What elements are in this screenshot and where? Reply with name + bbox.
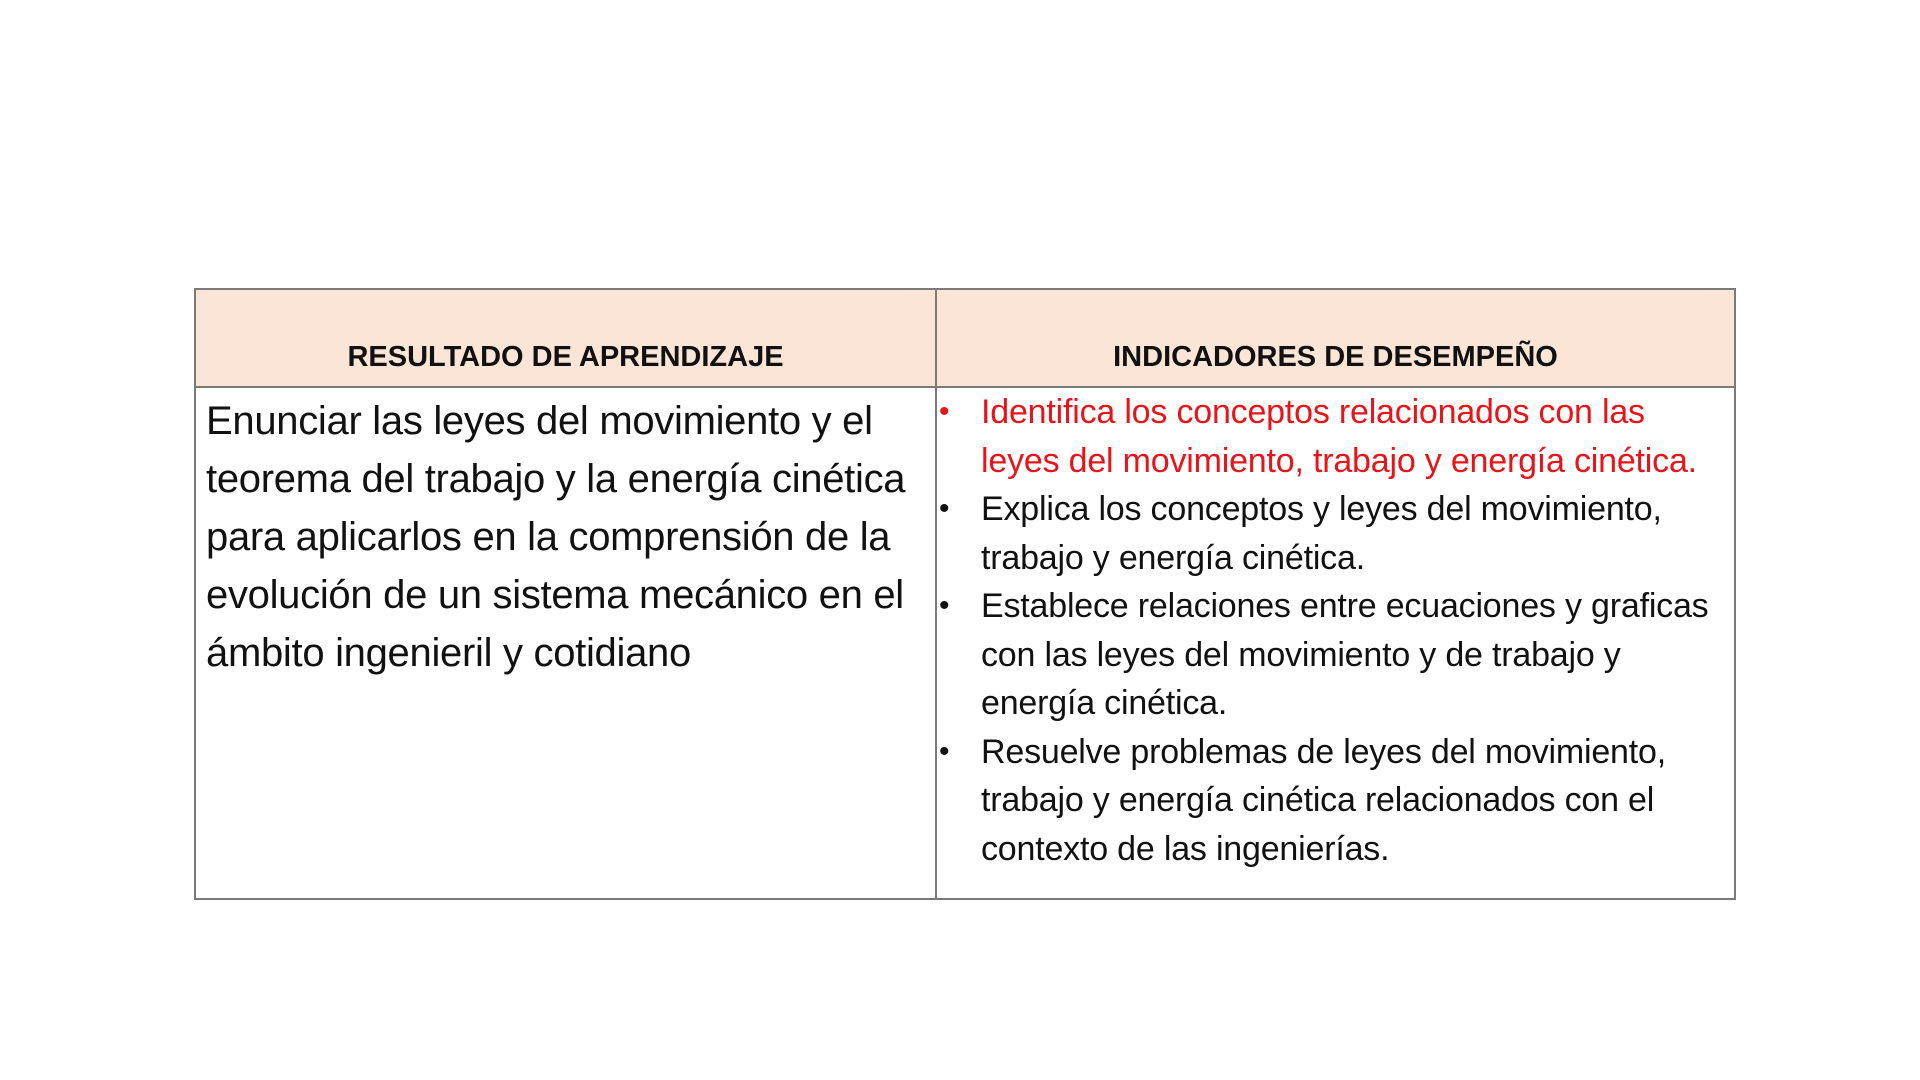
indicator-item [937, 728, 1726, 874]
bullet-icon: • [939, 734, 950, 768]
bullet-icon: • [939, 492, 950, 525]
indicator-text: Resuelve problemas de leyes del movimiento, trabajo y energía cinética relacionados con el contexto de las ingenierías. [981, 732, 1666, 868]
table-row [195, 387, 1735, 899]
indicator-item [937, 582, 1726, 728]
bullet-icon: • [939, 589, 950, 622]
bullet-icon: • [939, 395, 950, 428]
learning-outcome-cell [195, 387, 936, 899]
indicator-text: Establece relaciones entre ecuaciones y graficas con las leyes del movimiento y de trabajo y energía cinética. [981, 587, 1709, 722]
table-header-row [195, 289, 1735, 387]
header-learning-outcome: RESULTADO DE APRENDIZAJE [195, 289, 936, 387]
indicator-item [937, 485, 1726, 582]
indicators-list [937, 388, 1734, 873]
indicators-cell [936, 387, 1735, 899]
indicator-item [937, 388, 1726, 485]
indicator-text: Explica los conceptos y leyes del movimiento, trabajo y energía cinética. [981, 490, 1662, 577]
indicator-text: Identifica los conceptos relacionados con las leyes del movimiento, trabajo y energía cinética. [981, 393, 1697, 480]
header-performance-indicators: INDICADORES DE DESEMPEÑO [936, 289, 1735, 387]
learning-outcomes-table [194, 288, 1736, 900]
learning-outcome-text: Enunciar las leyes del movimiento y el teorema del trabajo y la energía cinética para aplicarlos en la comprensión de la evolución de un sistema mecánico en el ámbito ingenieril y cotidiano [206, 399, 906, 675]
